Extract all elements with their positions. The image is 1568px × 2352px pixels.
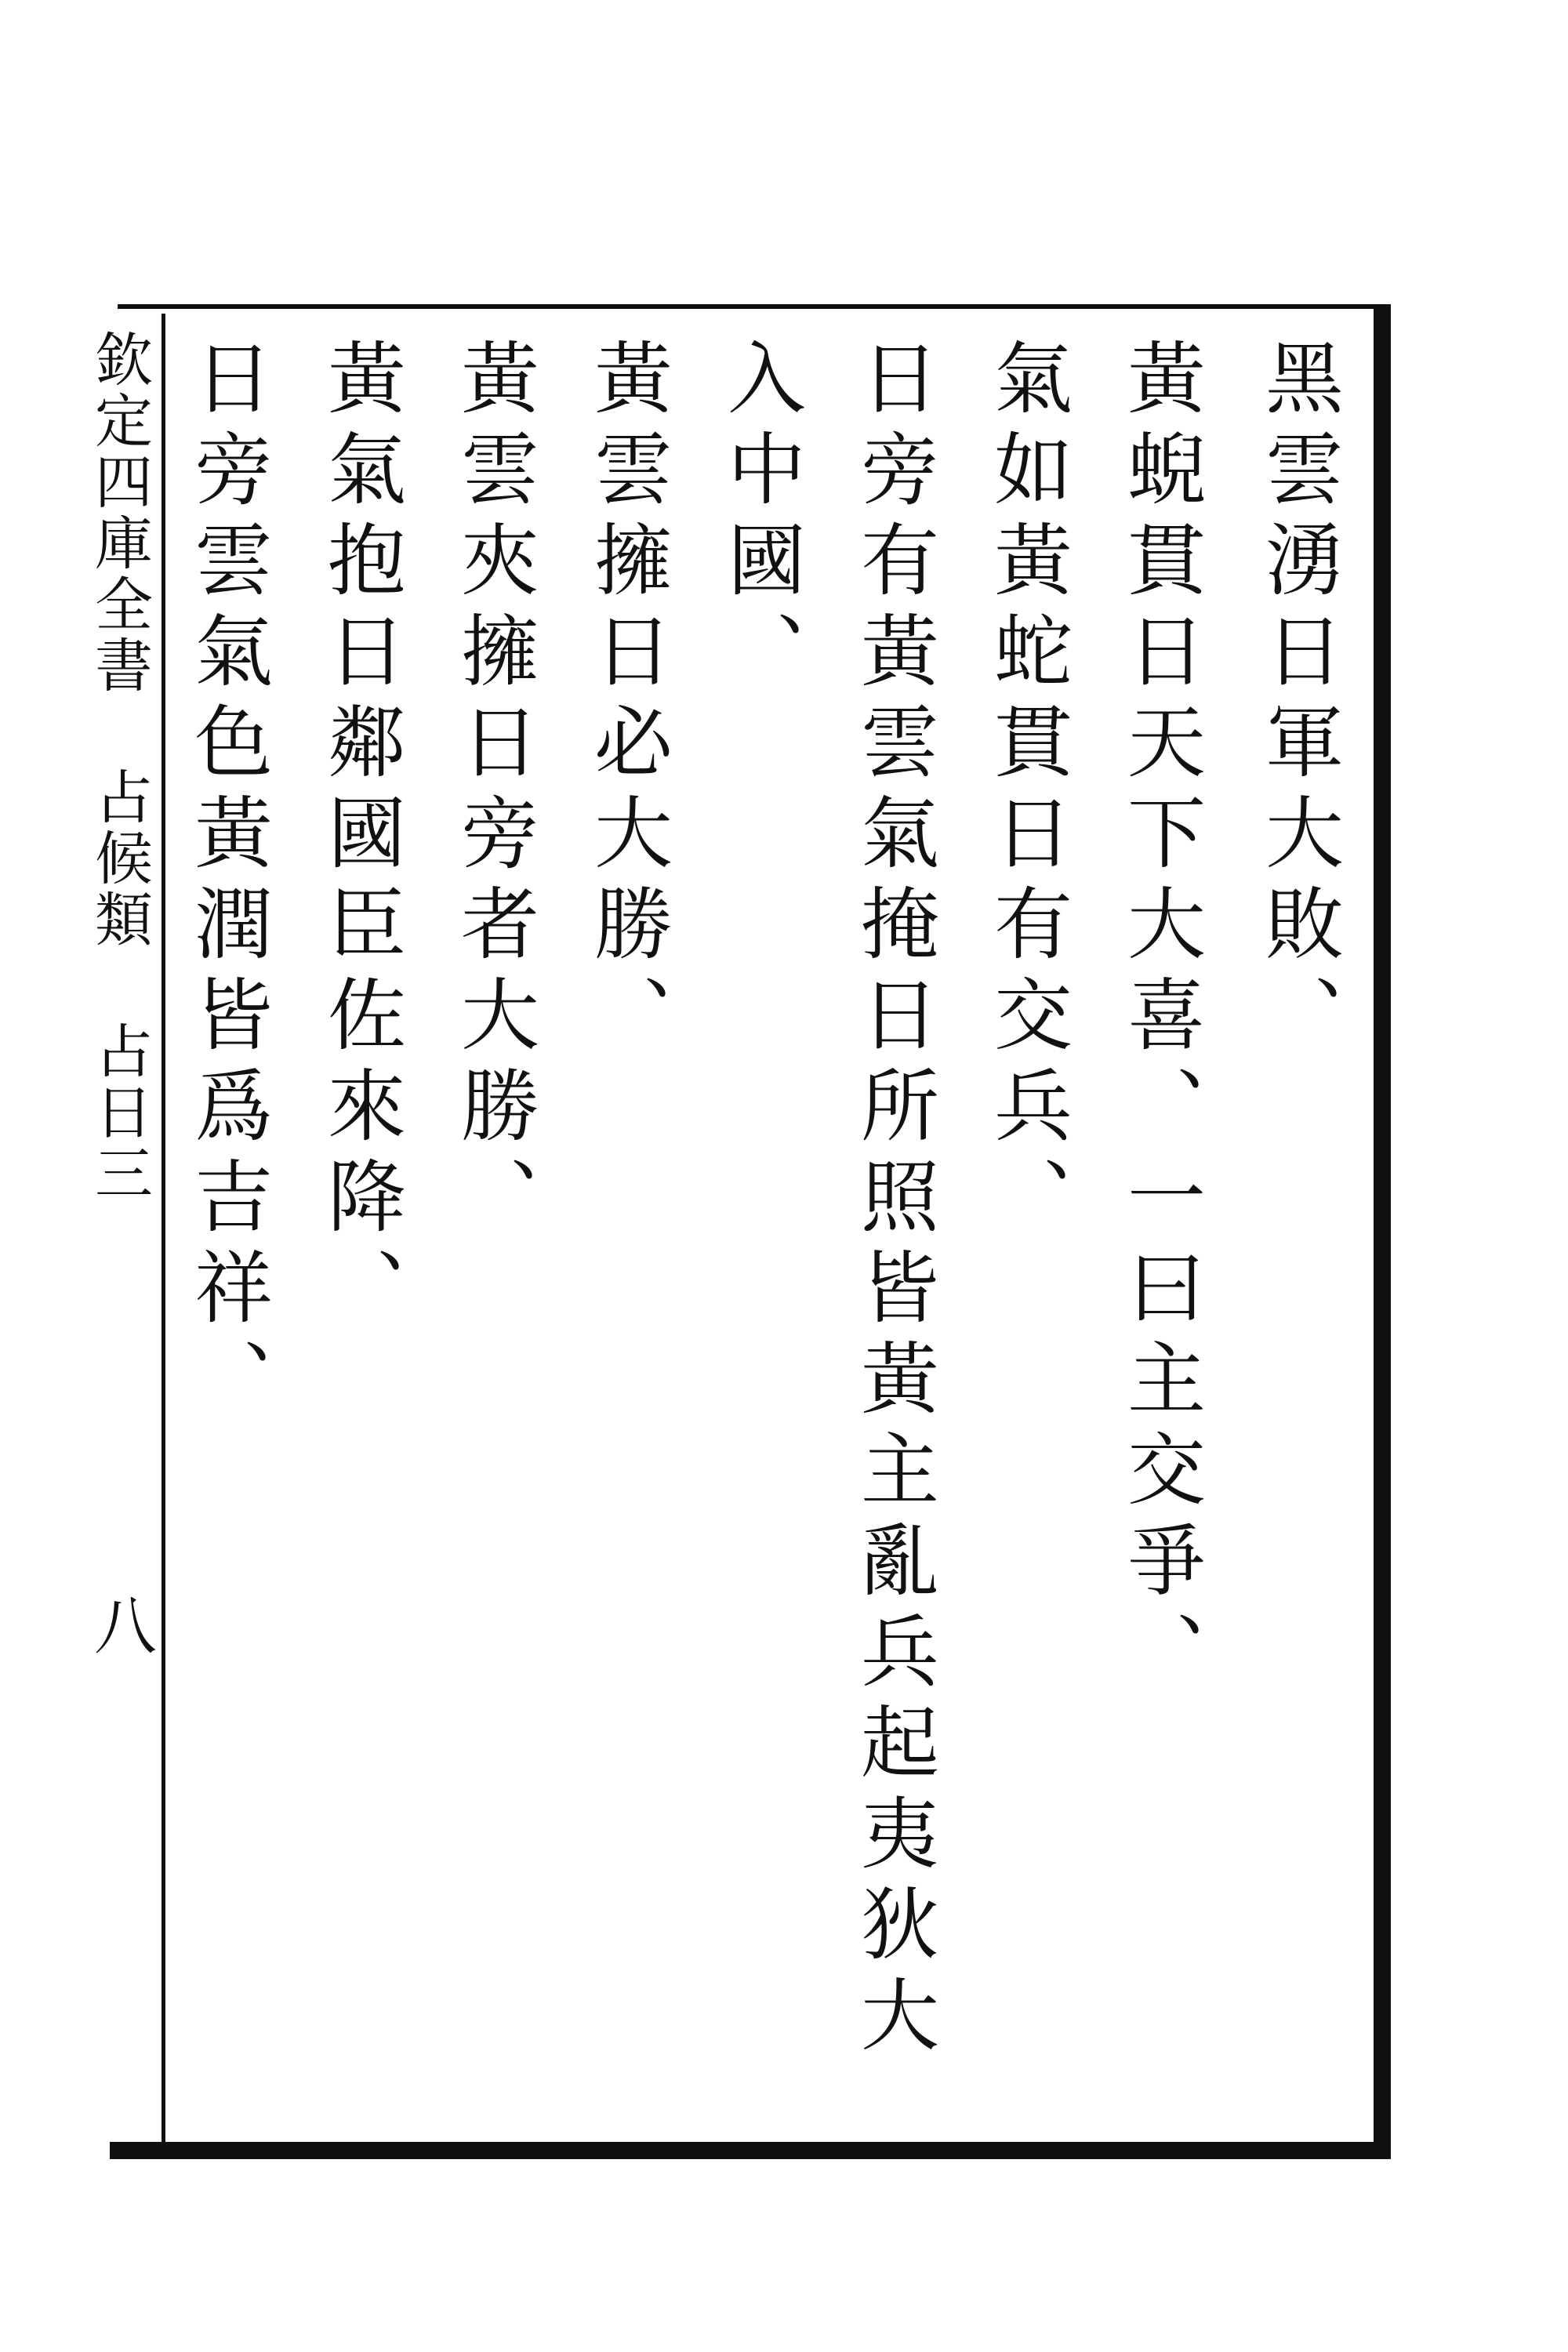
frame-top-rule bbox=[118, 304, 1391, 309]
text-column-3: 氣如黃蛇貫日有交兵、 bbox=[981, 337, 1073, 1247]
text-column-7: 黃雲夾擁日旁者大勝、 bbox=[448, 337, 539, 1247]
text-column-8: 黃氣抱日鄰國臣佐來降、 bbox=[314, 337, 406, 1338]
text-column-6: 黃雲擁日必大勝、 bbox=[581, 337, 673, 1065]
text-column-5: 入中國、 bbox=[714, 337, 806, 701]
text-column-9: 日旁雲氣色黃潤皆爲吉祥、 bbox=[181, 337, 273, 1428]
frame-right-border bbox=[1374, 304, 1391, 2153]
frame-bottom-border bbox=[110, 2142, 1391, 2159]
text-column-2: 黃蜺貫日天下大喜、一曰主交爭、 bbox=[1114, 337, 1206, 1701]
frame-inner-left-rule bbox=[162, 314, 165, 2145]
text-column-1: 黑雲湧日軍大敗、 bbox=[1252, 337, 1344, 1065]
text-column-4: 日旁有黃雲氣掩日所照皆黃主亂兵起夷狄大 bbox=[848, 337, 939, 2065]
page-number: 八 bbox=[94, 1590, 157, 1663]
margin-heading: 欽定四庫全書 占候類 占日三 bbox=[85, 329, 153, 1204]
